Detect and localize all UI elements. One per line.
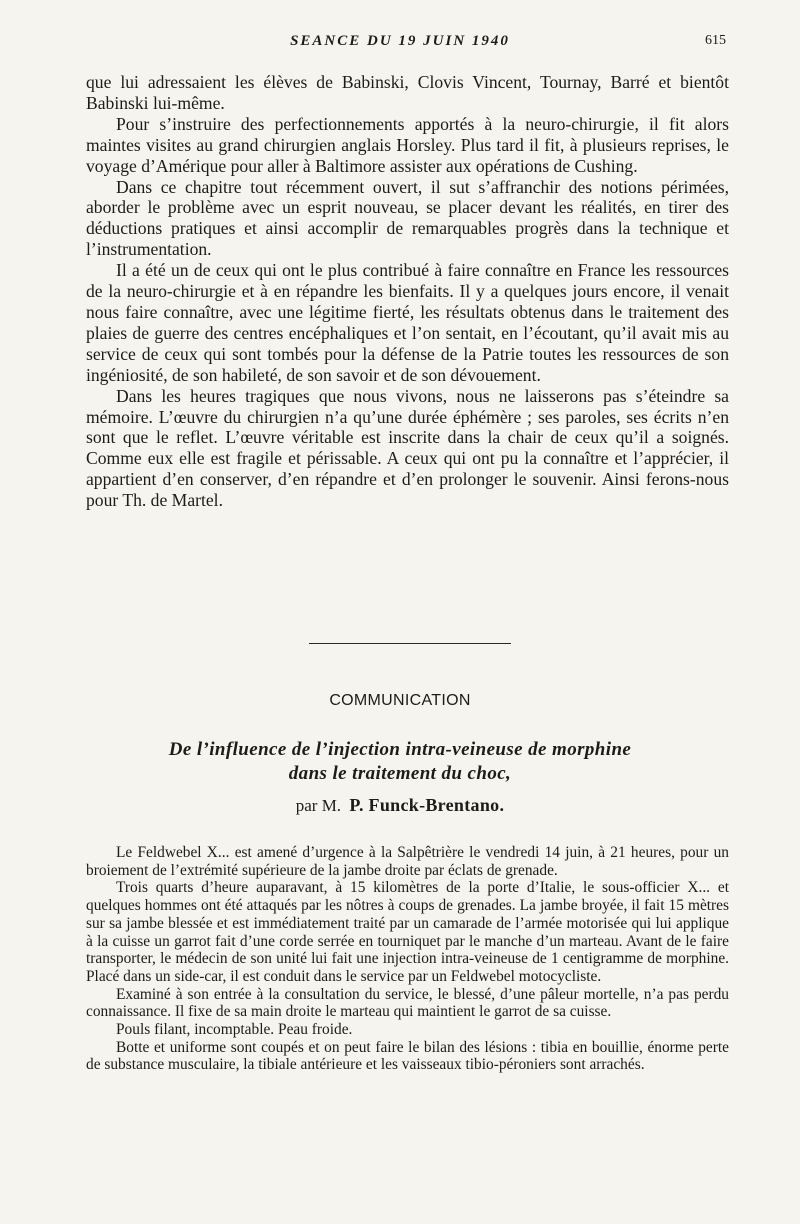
section-heading: COMMUNICATION — [329, 692, 471, 709]
paragraph: Botte et uniforme sont coupés et on peut faire le bilan des lésions : tibia en bouillie, énorme perte de substance musculaire, la tibiale antérieure et les vaisseaux tibio-péroniers sont arrachés. — [86, 1038, 729, 1074]
communication-text — [86, 844, 729, 1074]
paragraph: Trois quarts d’heure auparavant, à 15 kilomètres de la porte d’Italie, le sous-officier X... et quelques hommes ont été attaqués par les nôtres à coups de grenades. La jambe broyée, il fait 15 mètres sur sa jambe blessée et est immédiatement traité par un camarade de l’armée motorisée qui lui applique à la cuisse un garrot fait d’une corde serrée en tourniquet par le manche d’un marteau. Avant de le faire transporter, le médecin de son unité lui fait une injection intra-veineuse de 1 centigramme de morphine. Placé dans un side-car, il est conduit dans le service par un Feldwebel motocycliste. — [86, 879, 729, 985]
running-head — [0, 33, 800, 55]
paragraph: Dans ce chapitre tout récemment ouvert, il sut s’affranchir des notions périmées, aborder le problème avec un esprit nouveau, se placer devant les réalités, en tirer des déductions pratiques et ainsi accomplir de remarquables progrès dans la technique et l’instrumentation. — [86, 176, 729, 260]
article-title-line: De l’influence de l’injection intra-veineuse de morphine — [168, 739, 632, 760]
article-title-line: dans le traitement du choc, — [288, 763, 512, 784]
paragraph: Dans les heures tragiques que nous vivons, nous ne laisserons pas s’éteindre sa mémoire. L’œuvre du chirurgien n’a qu’une durée éphémère ; ses paroles, ses écrits n’en sont que le reflet. L’œuvre véritable est inscrite dans la chair de ceux qu’il a soignés. Comme eux elle est fragile et périssable. A ceux qui ont pu la connaître et l’apprécier, il appartient d’en conserver, d’en répandre et d’en prolonger le souvenir. Ainsi ferons-nous pour Th. de Martel. — [86, 385, 729, 511]
author-name: P. Funck-Brentano. — [349, 795, 505, 815]
paragraph: Le Feldwebel X... est amené d’urgence à la Salpêtrière le vendredi 14 juin, à 21 heures, pour un broiement de l’extrémité supérieure de la jambe droite par éclats de grenade. — [86, 844, 729, 879]
byline-prefix: par M. — [295, 796, 342, 815]
paragraph: Pouls filant, incomptable. Peau froide. — [116, 1021, 353, 1039]
paragraph: Examiné à son entrée à la consultation du service, le blessé, d’une pâleur mortelle, n’a pas perdu connaissance. Il fixe de sa main droite le marteau qui maintient le garrot de sa cuisse. — [86, 985, 729, 1021]
section-divider — [309, 643, 511, 644]
paragraph: que lui adressaient les élèves de Babinski, Clovis Vincent, Tournay, Barré et bientôt Babinski lui-même. — [86, 72, 729, 113]
obituary-text — [86, 72, 729, 511]
running-title: SEANCE DU 19 JUIN 1940 — [290, 33, 510, 49]
article-title — [120, 738, 680, 786]
paragraph: Pour s’instruire des perfectionnements apportés à la neuro-chirurgie, il fit alors maintes visites au grand chirurgien anglais Horsley. Plus tard il fit, à plusieurs reprises, le voyage d’Amérique pour aller à Baltimore assister aux opérations de Cushing. — [86, 113, 729, 176]
page-number: 615 — [705, 33, 726, 48]
paragraph: Il a été un de ceux qui ont le plus contribué à faire connaître en France les ressources de la neuro-chirurgie et à en répandre les bienfaits. Il y a quelques jours encore, il venait nous faire connaître, avec une légitime fierté, les résultats obtenus dans le traitement des plaies de guerre des centres encéphaliques et l’on sentait, en l’écoutant, qu’il avait mis au service de ceux qui sont tombés pour la défense de la Patrie toutes les ressources de son ingéniosité, de son habileté, de son savoir et de son dévouement. — [86, 260, 729, 385]
byline — [0, 795, 800, 816]
